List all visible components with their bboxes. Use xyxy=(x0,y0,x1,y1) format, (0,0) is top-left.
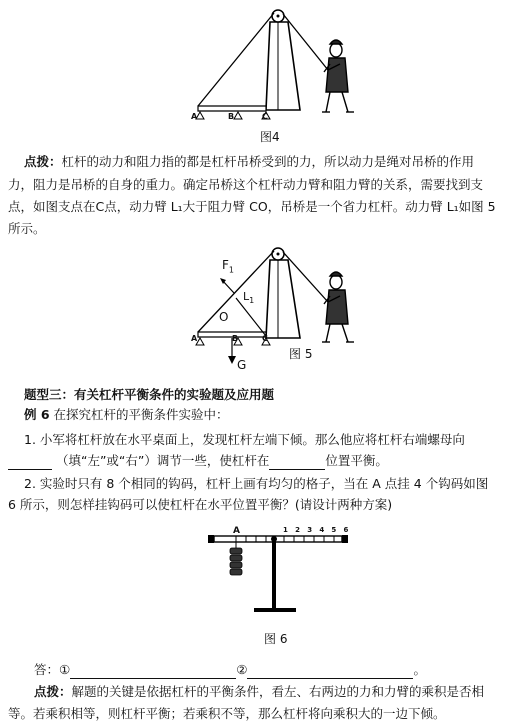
fig4-label-b: B xyxy=(228,112,235,121)
figure-6-caption: 图 6 xyxy=(264,632,288,646)
answer-prefix: 答：① xyxy=(34,662,71,677)
fig5-label-c: C xyxy=(262,334,268,343)
figure-5-drawbridge-lever-arm xyxy=(190,238,370,378)
fig5-label-g: G xyxy=(237,358,247,372)
question1-line2 xyxy=(8,452,502,470)
figure-6-lever-apparatus xyxy=(196,524,360,626)
fig5-label-f1: $F_1$ xyxy=(222,258,234,275)
question2-line2: 6 所示，则怎样挂钩码可以使杠杆在水平位置平衡？(请设计两种方案) xyxy=(8,497,393,512)
example6-label: 例 6 xyxy=(24,407,50,422)
para2-line1-text: 解题的关键是依据杠杆的平衡条件，看左、右两边的力和力臂的乘积是否相 xyxy=(71,684,485,699)
para1-lead: 点拨： xyxy=(24,154,62,169)
fig5-label-l1: $L_1$ xyxy=(243,290,255,306)
fig5-label-a: A xyxy=(191,334,198,343)
fig6-label-a: A xyxy=(233,526,240,536)
para2-lead: 点拨： xyxy=(34,684,72,699)
fig6-scale-numbers: 1 2 3 4 5 6 xyxy=(283,526,351,534)
question1-line2-text-b: 位置平衡。 xyxy=(325,453,388,468)
section3-title: 题型三：有关杠杆平衡条件的实验题及应用题 xyxy=(24,387,275,402)
figure-4-drawbridge xyxy=(190,0,370,125)
answer-line xyxy=(34,661,510,679)
answer-blank-position[interactable] xyxy=(269,455,325,470)
para2-line2: 等。若乘积相等，则杠杆平衡；若乘积不等，那么杠杆将向乘积大的一边下倾。 xyxy=(8,706,446,721)
fig4-label-a: A xyxy=(191,112,198,121)
para1-line2: 力，阻力是吊桥的自身的重力。确定吊桥这个杠杆动力臂和阻力臂的关系，需要找到支 xyxy=(8,177,484,192)
answer-second-marker: ② xyxy=(236,662,248,677)
para1-line1-text: 杠杆的动力和阻力指的都是杠杆吊桥受到的力，所以动力是绳对吊桥的作用 xyxy=(61,154,475,169)
example6-text: 在探究杠杆的平衡条件实验中： xyxy=(49,407,229,422)
fig5-label-o: O xyxy=(219,310,229,324)
question2-line1: 2. 实验时只有 8 个相同的钩码，杠杆上画有均匀的格子，当在 A 点挂 4 个钩码如图 xyxy=(24,476,489,491)
para1-line4: 所示。 xyxy=(8,221,46,236)
answer-blank-1[interactable] xyxy=(70,664,236,679)
question1-line2-text-a: （填“左”或“右”）调节一些，使杠杆在 xyxy=(55,453,270,468)
figure-4-caption: 图4 xyxy=(260,130,280,144)
question1-line1: 1. 小军将杠杆放在水平桌面上，发现杠杆左端下倾。那么他应将杠杆右端螺母向 xyxy=(24,432,465,447)
answer-end: 。 xyxy=(413,662,426,677)
figure-5-caption: 图 5 xyxy=(289,347,313,361)
answer-blank-direction[interactable] xyxy=(8,455,52,470)
para1-line3: 点，如图支点在C点，动力臂 L₁大于阻力臂 CO，吊桥是一个省力杠杆。动力臂 L₁如图 5 xyxy=(8,199,496,214)
fig4-label-c: C xyxy=(262,112,268,121)
fig5-label-b: B xyxy=(232,334,239,343)
para1-line1 xyxy=(24,153,502,171)
para2-line1 xyxy=(34,683,502,701)
example6-line xyxy=(24,406,510,424)
answer-blank-2[interactable] xyxy=(247,664,413,679)
